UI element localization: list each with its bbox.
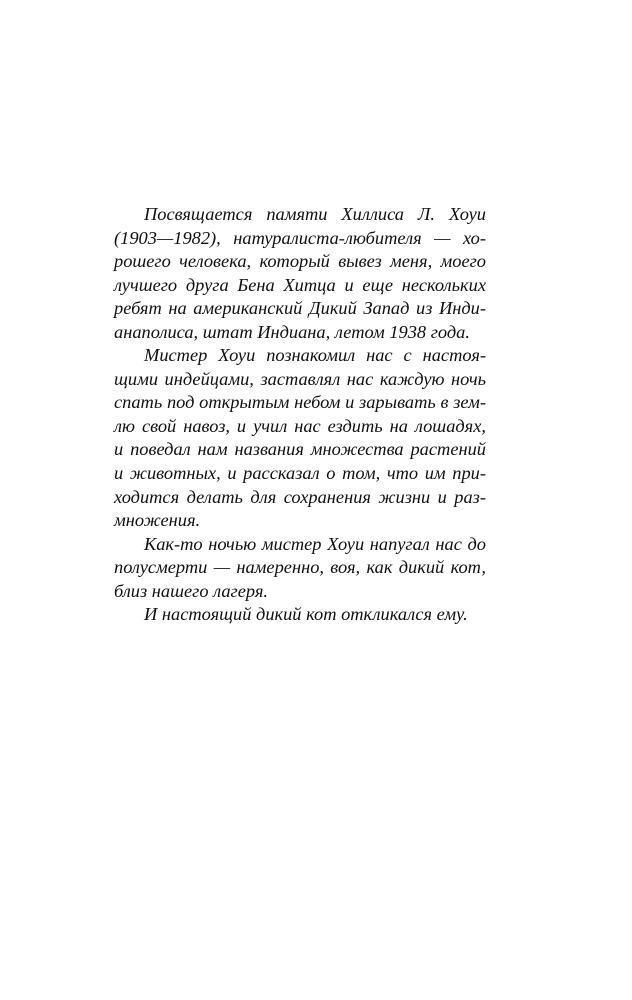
text-line: анаполиса, штат Индиана, летом 1938 года.	[114, 321, 470, 342]
text-line: (1903—1982), натуралиста-любителя — хо-	[114, 227, 486, 248]
text-line: Мистер Хоуи познакомил нас с настоя-	[144, 345, 486, 366]
text-line: И настоящий дикий кот откликался ему.	[144, 604, 468, 625]
dedication-paragraph	[114, 203, 486, 344]
dedication-paragraph	[114, 344, 486, 532]
text-line: полусмерти — намеренно, воя, как дикий кот,	[114, 557, 486, 578]
text-line: близ нашего лагеря.	[114, 580, 268, 601]
dedication-paragraph	[114, 603, 486, 627]
text-line: и поведал нам названия множества растений	[114, 439, 486, 460]
dedication-paragraph	[114, 533, 486, 604]
text-line: лю свой навоз, и учил нас ездить на лошадях,	[114, 415, 486, 436]
text-line: Как-то ночью мистер Хоуи напугал нас до	[144, 533, 486, 554]
text-line: множения.	[114, 510, 201, 531]
text-line: ребят на американский Дикий Запад из Инди-	[114, 298, 486, 319]
text-line: ходится делать для сохранения жизни и раз-	[114, 486, 486, 507]
text-line: щими индейцами, заставлял нас каждую ночь	[114, 368, 486, 389]
dedication-text	[114, 203, 486, 627]
text-line: рошего человека, который вывез меня, моего	[114, 251, 486, 272]
text-line: Посвящается памяти Хиллиса Л. Хоуи	[144, 204, 486, 224]
text-line: спать под открытым небом и зарывать в зем-	[114, 392, 486, 413]
text-line: лучшего друга Бена Хитца и еще нескольких	[114, 274, 486, 295]
text-line: и животных, и рассказал о том, что им при-	[114, 463, 486, 484]
